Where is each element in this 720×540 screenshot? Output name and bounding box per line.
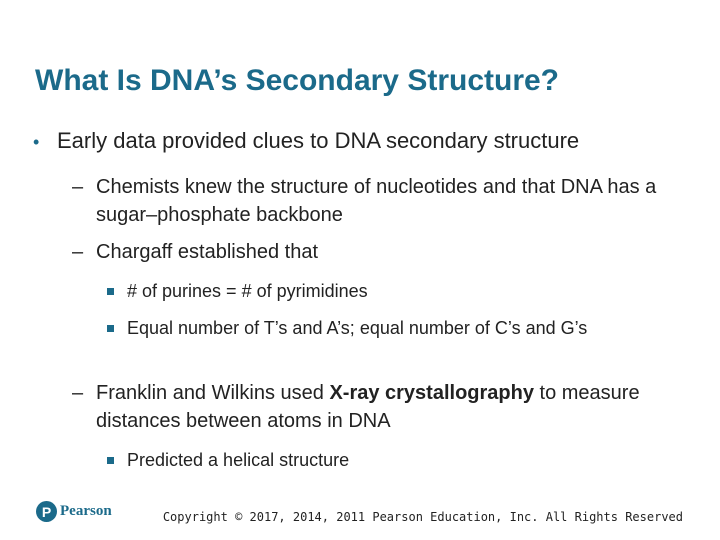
pearson-logo-icon: P — [36, 501, 57, 522]
sub-sub-bullet-text: Predicted a helical structure — [127, 450, 350, 470]
sub-bullet-text: Chemists knew the structure of nucleotides and that DNA has a sugar–phosphate backbone — [96, 176, 657, 226]
bullet-marker: • — [33, 132, 40, 152]
sub-bullet-chemists — [72, 173, 672, 229]
sub-sub-bullet-equal — [107, 316, 667, 340]
main-bullet-text: Early data provided clues to DNA secondary structure — [57, 128, 580, 153]
sub-bullet-chargaff — [72, 238, 672, 266]
xray-crystallography-bold: X-ray crystallography — [329, 382, 534, 404]
franklin-text-before: Franklin and Wilkins used — [96, 382, 330, 404]
slide-title: What Is DNA’s Secondary Structure? — [35, 64, 560, 97]
sub-sub-bullet-text: # of purines = # of pyrimidines — [127, 281, 368, 301]
dash-marker: – — [72, 241, 84, 263]
square-bullet-icon — [107, 288, 114, 295]
square-bullet-icon — [107, 325, 114, 332]
main-bullet — [33, 128, 579, 154]
sub-bullet-text — [96, 379, 672, 435]
sub-sub-bullet-purines — [107, 279, 667, 303]
dash-marker: – — [72, 176, 84, 198]
pearson-logo — [36, 501, 112, 522]
franklin-text-after: to measure distances between atoms in DNA — [96, 382, 640, 432]
sub-bullet-text: Chargaff established that — [96, 241, 319, 263]
sub-sub-bullet-helical — [107, 448, 667, 472]
pearson-logo-text: Pearson — [60, 503, 112, 519]
square-bullet-icon — [107, 457, 114, 464]
sub-sub-bullet-text: Equal number of T’s and A’s; equal number of C’s and G’s — [127, 318, 588, 338]
sub-bullet-franklin — [72, 379, 672, 435]
dash-marker: – — [72, 382, 84, 404]
copyright-notice: Copyright © 2017, 2014, 2011 Pearson Education, Inc. All Rights Reserved — [162, 510, 683, 524]
